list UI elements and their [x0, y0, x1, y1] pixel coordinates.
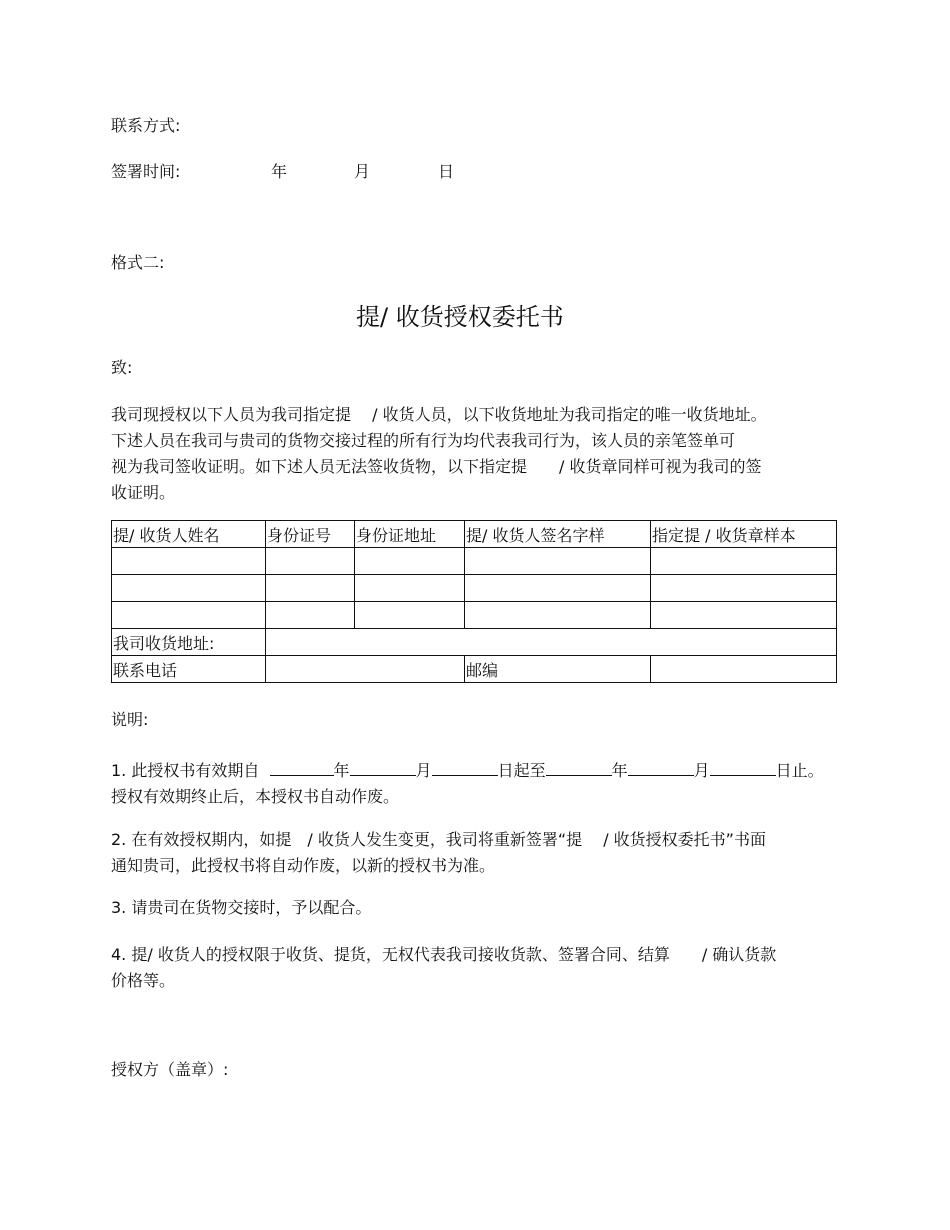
table-cell[interactable]	[112, 548, 266, 575]
note-1-year: 年	[333, 761, 350, 780]
table-cell[interactable]	[112, 602, 266, 629]
note-4-line: 价格等。	[111, 971, 176, 990]
table-cell[interactable]	[355, 548, 465, 575]
note-4	[111, 942, 851, 994]
table-cell[interactable]	[266, 575, 355, 602]
format-label: 格式二:	[111, 253, 165, 272]
intro-line: 视为我司签收证明。如下述人员无法签收货物，以下指定提 / 收货章同样可视为我司的签	[111, 457, 762, 476]
blank-end-month[interactable]	[628, 761, 694, 776]
note-2-line: 通知贵司，此授权书将自动作废，以新的授权书为准。	[111, 856, 496, 875]
postcode-label: 邮编	[465, 656, 651, 683]
note-1-month2: 月	[693, 761, 710, 780]
table-header-row	[112, 521, 837, 548]
note-2-line: 2. 在有效授权期内，如提 / 收货人发生变更，我司将重新签署“提 / 收货授权委托书”书面	[111, 830, 766, 849]
intro-line: 下述人员在我司与贵司的货物交接过程的所有行为均代表我司行为，该人员的亲笔签单可	[111, 431, 736, 450]
intro-line: 我司现授权以下人员为我司指定提 / 收货人员，以下收货地址为我司指定的唯一收货地址。	[111, 405, 767, 424]
blank-end-year[interactable]	[546, 761, 612, 776]
table-row	[112, 548, 837, 575]
table-cell[interactable]	[266, 548, 355, 575]
note-1-year2: 年	[611, 761, 628, 780]
header-id-number: 身份证号	[266, 521, 355, 548]
table-cell[interactable]	[465, 575, 651, 602]
header-id-address: 身份证地址	[355, 521, 465, 548]
sign-time-month: 月	[354, 162, 371, 181]
phone-value-cell[interactable]	[266, 656, 465, 683]
blank-end-day[interactable]	[710, 761, 776, 776]
sign-time-day: 日	[438, 162, 455, 181]
blank-start-month[interactable]	[350, 761, 416, 776]
blank-start-year[interactable]	[270, 761, 334, 776]
table-cell[interactable]	[651, 548, 837, 575]
sign-time-label: 签署时间:	[111, 162, 181, 181]
note-1-prefix: 1. 此授权书有效期自	[111, 761, 260, 780]
intro-paragraph	[111, 402, 851, 506]
authorization-table	[111, 520, 837, 683]
table-cell[interactable]	[355, 575, 465, 602]
postcode-value-cell[interactable]	[651, 656, 837, 683]
grantor-seal-label: 授权方（盖章）:	[111, 1060, 229, 1079]
sign-time-year: 年	[271, 162, 288, 181]
table-cell[interactable]	[465, 548, 651, 575]
note-1	[111, 758, 861, 810]
table-cell[interactable]	[651, 575, 837, 602]
address-row	[112, 629, 837, 656]
header-name: 提/ 收货人姓名	[112, 521, 266, 548]
header-stamp-sample: 指定提 / 收货章样本	[651, 521, 837, 548]
table-cell[interactable]	[355, 602, 465, 629]
address-value-cell[interactable]	[266, 629, 837, 656]
note-1-line	[111, 758, 861, 784]
note-1-line2: 授权有效期终止后，本授权书自动作废。	[111, 787, 400, 806]
note-1-day-from: 日起至	[497, 761, 546, 780]
table-cell[interactable]	[651, 602, 837, 629]
address-label: 我司收货地址:	[112, 629, 266, 656]
header-signature-sample: 提/ 收货人签名字样	[465, 521, 651, 548]
contact-label: 联系方式:	[111, 116, 181, 135]
recipient-label: 致:	[111, 358, 133, 377]
intro-line: 收证明。	[111, 483, 176, 502]
note-1-month: 月	[415, 761, 432, 780]
notes-label: 说明:	[111, 710, 149, 729]
note-4-line: 4. 提/ 收货人的授权限于收货、提货，无权代表我司接收货款、签署合同、结算 / 确认货款	[111, 945, 777, 964]
table-cell[interactable]	[266, 602, 355, 629]
contact-row	[112, 656, 837, 683]
table-cell[interactable]	[465, 602, 651, 629]
table-row	[112, 575, 837, 602]
document-title: 提/ 收货授权委托书	[356, 303, 564, 331]
table-row	[112, 602, 837, 629]
note-3: 3. 请贵司在货物交接时，予以配合。	[111, 898, 372, 917]
blank-start-day[interactable]	[432, 761, 498, 776]
note-1-day-to: 日止。	[775, 761, 824, 780]
note-2	[111, 827, 851, 879]
phone-label: 联系电话	[112, 656, 266, 683]
table-cell[interactable]	[112, 575, 266, 602]
